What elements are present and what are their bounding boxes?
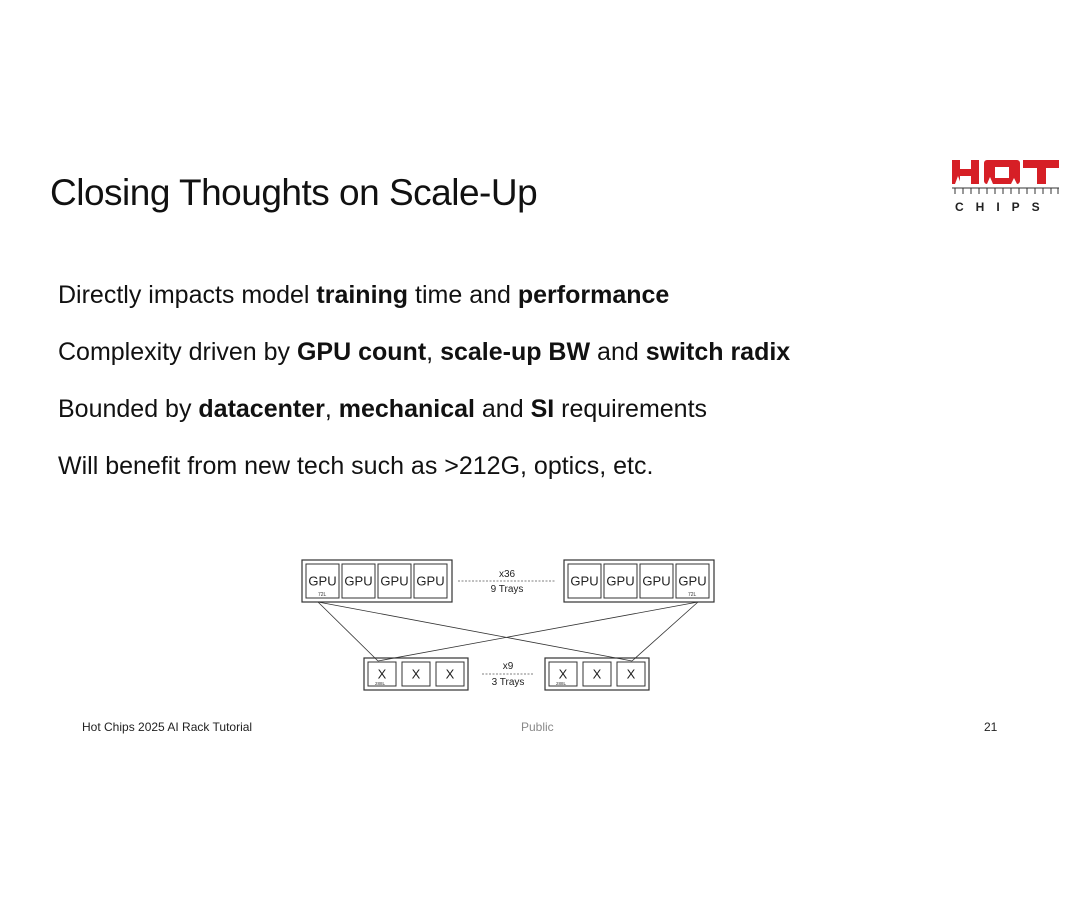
switch-label: X [377,666,387,682]
bullet-text: time and [408,281,518,309]
switch-label: X [558,666,568,682]
footer-classification: Public [521,720,554,734]
bullet-text: Bounded by [58,395,199,423]
switch-label: X [626,666,636,682]
gpu-lane-label-left: 72L [318,592,327,598]
switch-label: X [411,666,421,682]
page-number: 21 [984,720,998,734]
switch-label: X [592,666,602,682]
bullet-emphasis: scale-up BW [440,338,591,366]
switch-lane-label-left: 288L [375,681,386,686]
gpu-label: GPU [416,573,445,589]
bullet-item [58,448,790,484]
gpu-label: GPU [344,573,373,589]
gpu-multiplier: x36 [498,569,516,580]
bullet-emphasis: SI [530,395,555,423]
bullet-emphasis: GPU count [296,338,427,366]
bullet-emphasis: training [316,281,409,309]
gpu-label: GPU [380,573,409,589]
bullet-text: requirements [554,395,708,423]
gpu-label: GPU [606,573,635,589]
bullet-text: and [590,338,646,366]
bullet-text: and [474,395,531,423]
gpu-label: GPU [308,573,337,589]
gpu-tray-count: 9 Trays [490,584,524,595]
bullet-emphasis: switch radix [645,338,791,366]
switch-multiplier: x9 [502,661,514,672]
bullet-emphasis: performance [517,281,670,309]
slide-title: Closing Thoughts on Scale-Up [50,172,538,213]
gpu-lane-label-right: 72L [688,592,697,598]
bullet-text: Directly impacts model [58,281,317,309]
bullet-text: , [426,338,441,366]
svg-text:CHIPS: CHIPS [955,200,1052,214]
switch-lane-label-right: 288L [556,681,567,686]
gpu-label: GPU [678,573,707,589]
bullet-text: , [324,395,339,423]
gpu-label: GPU [570,573,599,589]
bullet-item [58,277,790,313]
scale-up-topology-diagram [298,556,718,696]
bullet-emphasis: datacenter [198,395,325,423]
bullet-item [58,334,790,370]
bullet-item [58,391,790,427]
footer-event-title: Hot Chips 2025 AI Rack Tutorial [82,720,253,734]
bullet-text: Will benefit from new tech such as >212G, optics, etc. [58,452,654,480]
bullet-list [58,277,790,505]
gpu-label: GPU [642,573,671,589]
bullet-emphasis: mechanical [338,395,475,423]
switch-label: X [445,666,455,682]
hot-chips-logo [951,158,1061,214]
switch-tray-count: 3 Trays [491,677,525,688]
bullet-text: Complexity driven by [58,338,297,366]
